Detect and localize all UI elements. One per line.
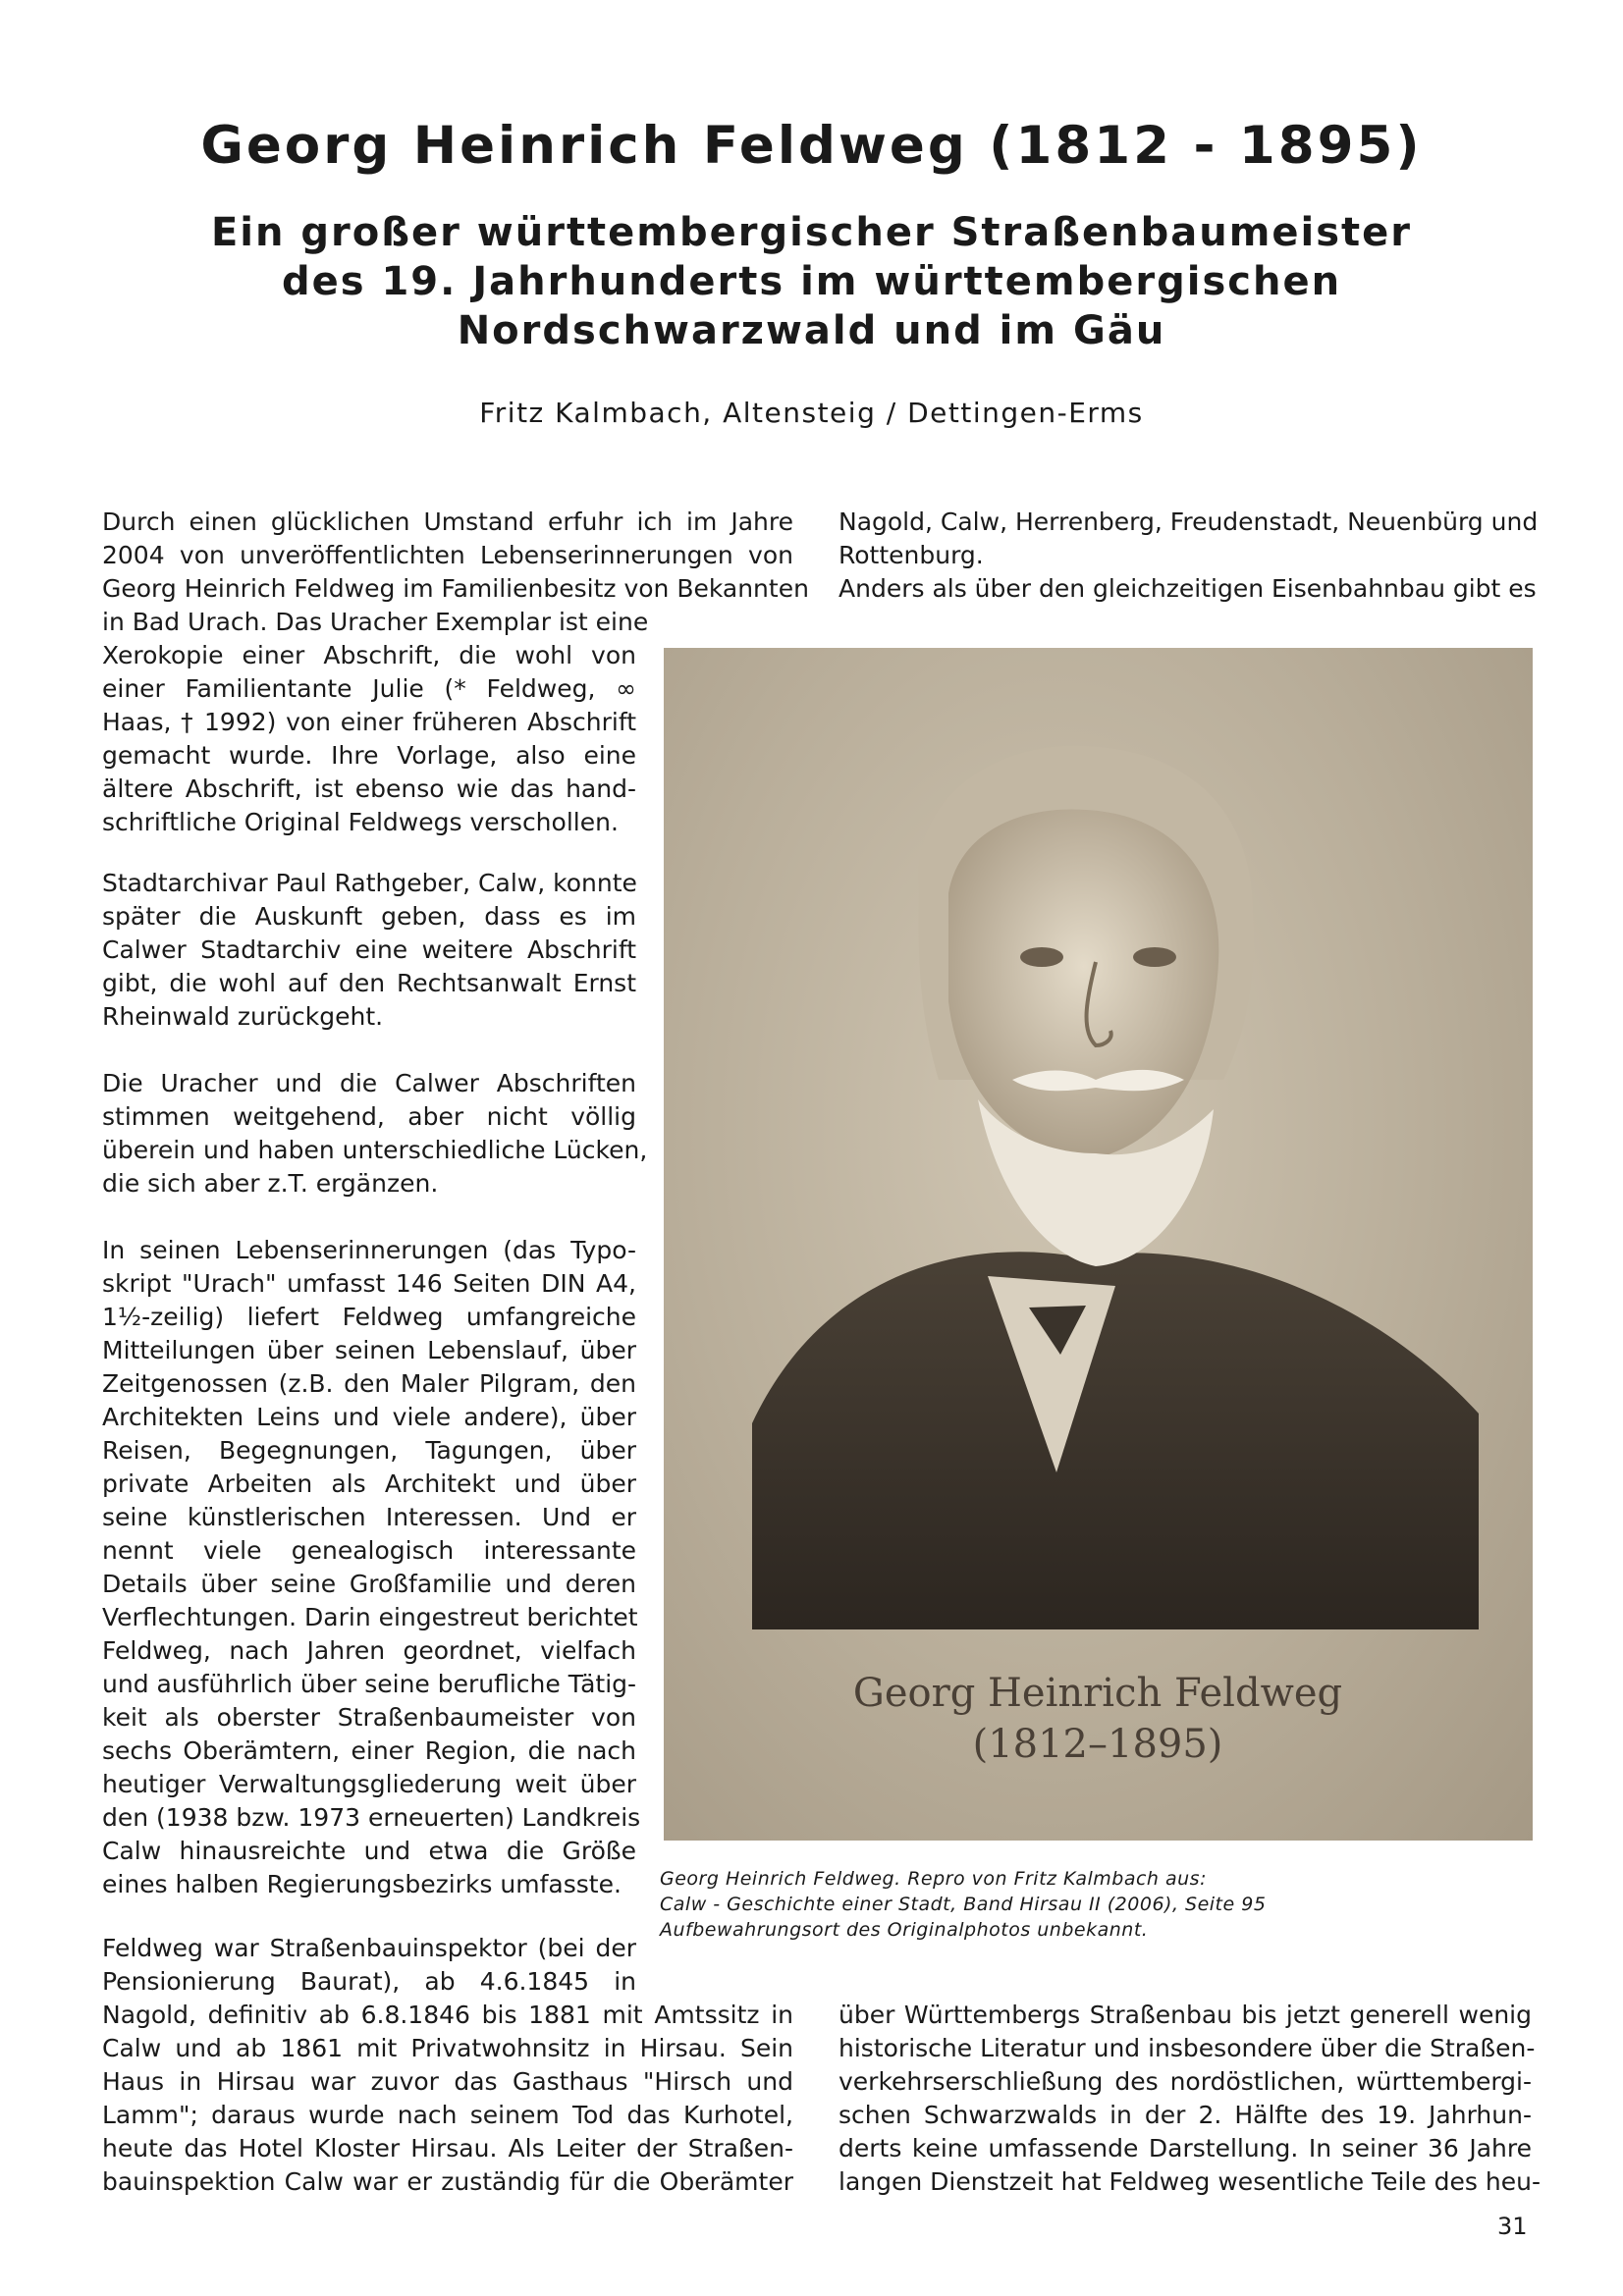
text-line: Rottenburg. [839, 541, 984, 569]
photo-caption [660, 1866, 1543, 1943]
text-line: und ausführlich über seine berufliche Tätig- [102, 1670, 637, 1698]
caption-line: Aufbewahrungsort des Originalphotos unbekannt. [660, 1919, 1149, 1941]
text-line: Reisen, Begegnungen, Tagungen, über [102, 1436, 636, 1465]
text-line: Nagold, definitiv ab 6.8.1846 bis 1881 mit Amtssitz in [102, 2001, 793, 2029]
text-line: den (1938 bzw. 1973 erneuerten) Landkreis [102, 1803, 641, 1832]
text-line: verkehrserschließung des nordöstlichen, württembergi- [839, 2067, 1532, 2096]
photo-inscription [664, 648, 1533, 1841]
text-line: Rheinwald zurückgeht. [102, 1002, 384, 1031]
text-line: stimmen weitgehend, aber nicht völlig [102, 1102, 636, 1131]
text-line: Haus in Hirsau war zuvor das Gasthaus "Hirsch und [102, 2067, 793, 2096]
text-line: später die Auskunft geben, dass es im [102, 902, 636, 931]
text-line: seine künstlerischen Interessen. Und er [102, 1503, 636, 1531]
subtitle-line: des 19. Jahrhunderts im württembergischen [281, 259, 1342, 304]
text-line: historische Literatur und insbesondere über die Straßen- [839, 2034, 1536, 2062]
text-line: Die Uracher und die Calwer Abschriften [102, 1069, 636, 1097]
text-line: langen Dienstzeit hat Feldweg wesentliche Teile des heu- [839, 2167, 1541, 2196]
article-title: Georg Heinrich Feldweg (1812 - 1895) [200, 116, 1423, 176]
text-line: gemacht wurde. Ihre Vorlage, also eine [102, 741, 636, 770]
text-line: Pensionierung Baurat), ab 4.6.1845 in [102, 1967, 636, 1996]
text-line: Xerokopie einer Abschrift, die wohl von [102, 641, 636, 669]
text-line: bauinspektion Calw war er zuständig für die Oberämter [102, 2167, 793, 2196]
article-subtitle [177, 208, 1446, 355]
right-column-top [839, 506, 1539, 606]
text-line: ältere Abschrift, ist ebenso wie das hand- [102, 774, 636, 803]
text-line: keit als oberster Straßenbaumeister von [102, 1703, 636, 1732]
text-line: Zeitgenossen (z.B. den Maler Pilgram, den [102, 1369, 636, 1398]
inscription-name: Georg Heinrich Feldweg [852, 1671, 1343, 1716]
text-line: Haas, † 1992) von einer früheren Abschrift [102, 708, 636, 736]
paragraph-stadtarchiv [102, 867, 636, 1034]
text-line: 1½-zeilig) liefert Feldweg umfangreiche [102, 1303, 636, 1331]
caption-line: Calw - Geschichte einer Stadt, Band Hirsau II (2006), Seite 95 [660, 1894, 1267, 1915]
text-line: eines halben Regierungsbezirks umfasste. [102, 1870, 622, 1898]
text-line: Architekten Leins und viele andere), über [102, 1403, 636, 1431]
text-line: skript "Urach" umfasst 146 Seiten DIN A4, [102, 1269, 636, 1298]
paragraph-abschriften [102, 1067, 648, 1201]
page-number: 31 [1497, 2213, 1528, 2240]
text-line: Mitteilungen über seinen Lebenslauf, über [102, 1336, 636, 1364]
text-line: Durch einen glücklichen Umstand erfuhr ich im Jahre [102, 507, 793, 536]
text-line: private Arbeiten als Architekt und über [102, 1469, 636, 1498]
text-line: sechs Oberämtern, einer Region, die nach [102, 1736, 636, 1765]
text-line: Calw hinausreichte und etwa die Größe [102, 1837, 636, 1865]
subtitle-line: Nordschwarzwald und im Gäu [457, 308, 1166, 353]
text-line: Verflechtungen. Darin eingestreut berichtet [102, 1603, 638, 1631]
text-line: schriftliche Original Feldwegs verschollen. [102, 808, 619, 836]
text-line: überein und haben unterschiedliche Lücken, [102, 1136, 648, 1164]
text-line: die sich aber z.T. ergänzen. [102, 1169, 439, 1198]
text-line: Feldweg war Straßenbauinspektor (bei der [102, 1934, 636, 1962]
text-line: gibt, die wohl auf den Rechtsanwalt Ernst [102, 969, 636, 997]
text-line: Georg Heinrich Feldweg im Familienbesitz von Bekannten [102, 574, 809, 603]
text-line: über Württembergs Straßenbau bis jetzt generell wenig [839, 2001, 1532, 2029]
right-column-bottom [839, 1999, 1541, 2199]
text-line: Lamm"; daraus wurde nach seinem Tod das Kurhotel, [102, 2101, 793, 2129]
portrait-photo [664, 648, 1533, 1841]
text-line: Anders als über den gleichzeitigen Eisenbahnbau gibt es [839, 574, 1537, 603]
text-line: heute das Hotel Kloster Hirsau. Als Leiter der Straßen- [102, 2134, 793, 2163]
text-line: Feldweg, nach Jahren geordnet, vielfach [102, 1636, 636, 1665]
paragraph-strassenbauinspektor [102, 1932, 793, 2199]
text-line: schen Schwarzwalds in der 2. Hälfte des 19. Jahrhun- [839, 2101, 1532, 2129]
text-line: In seinen Lebenserinnerungen (das Typo- [102, 1236, 636, 1264]
text-line: heutiger Verwaltungsgliederung weit über [102, 1770, 636, 1798]
text-line: 2004 von unveröffentlichten Lebenserinnerungen von [102, 541, 793, 569]
text-line: Nagold, Calw, Herrenberg, Freudenstadt, Neuenbürg und [839, 507, 1539, 536]
caption-line: Georg Heinrich Feldweg. Repro von Fritz Kalmbach aus: [660, 1868, 1207, 1890]
text-line: Details über seine Großfamilie und deren [102, 1570, 636, 1598]
subtitle-line: Ein großer württembergischer Straßenbaumeister [210, 210, 1413, 255]
text-line: in Bad Urach. Das Uracher Exemplar ist eine [102, 608, 649, 636]
text-line: Calwer Stadtarchiv eine weitere Abschrift [102, 935, 636, 964]
author-line: Fritz Kalmbach, Altensteig / Dettingen-Erms [479, 397, 1144, 429]
text-line: Stadtarchivar Paul Rathgeber, Calw, konnte [102, 869, 637, 897]
inscription-years: (1812–1895) [972, 1722, 1223, 1767]
text-line: Calw und ab 1861 mit Privatwohnsitz in Hirsau. Sein [102, 2034, 793, 2062]
text-line: derts keine umfassende Darstellung. In seiner 36 Jahre [839, 2134, 1532, 2163]
paragraph-lebenserinnerungen [102, 1234, 641, 1901]
text-line: einer Familientante Julie (* Feldweg, ∞ [102, 674, 636, 703]
text-line: nennt viele genealogisch interessante [102, 1536, 636, 1565]
